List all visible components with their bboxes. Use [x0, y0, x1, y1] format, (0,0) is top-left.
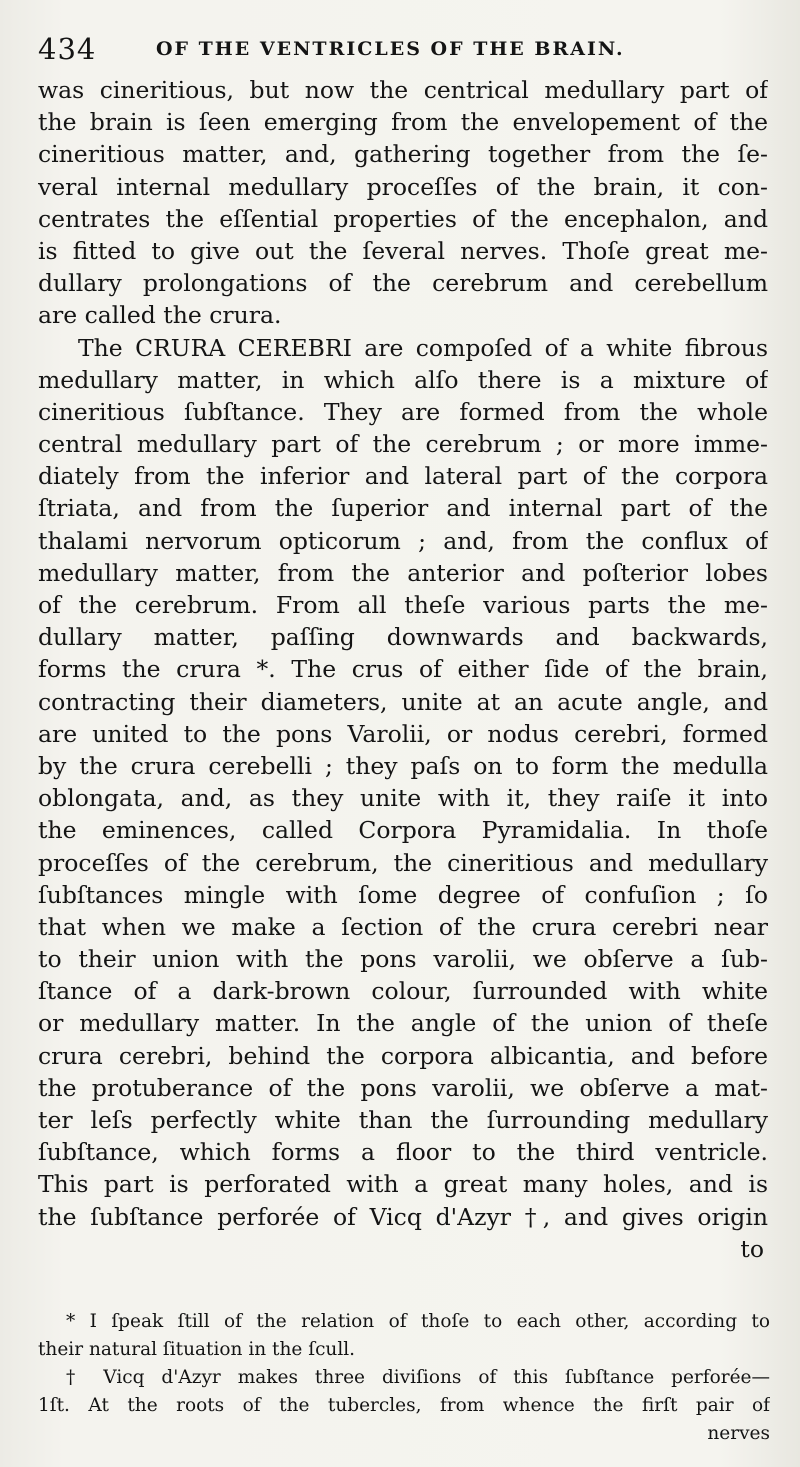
- text-line: or medullary matter. In the angle of the union of theſe: [38, 1009, 768, 1038]
- text-line: ſubſtances mingle with ſome degree of confuſion ; ſo: [38, 880, 768, 909]
- footnote-line: * I ſpeak ſtill of the relation of thoſe to each other, according to: [66, 1311, 770, 1332]
- text-line: are called the crura.: [38, 301, 282, 330]
- text-line: are united to the pons Varolii, or nodus cerebri, formed: [38, 719, 768, 748]
- text-line: by the crura cerebelli ; they paſs on to form the medulla: [38, 751, 768, 780]
- text-line: ſtriata, and from the ſuperior and internal part of the: [38, 494, 768, 523]
- text-line: central medullary part of the cerebrum ; or more imme-: [38, 430, 768, 459]
- text-line: was cineritious, but now the centrical medullary part of: [38, 76, 768, 104]
- text-line: diately from the inferior and lateral part of the corpora: [38, 462, 768, 491]
- text-line: that when we make a ſection of the crura cerebri near: [38, 912, 768, 941]
- text-line: of the cerebrum. From all theſe various parts the me-: [38, 591, 768, 619]
- running-head: OF THE VENTRICLES OF THE BRAIN.: [156, 38, 625, 60]
- footnote-catchword: nerves: [707, 1423, 770, 1444]
- text-line: centrates the eſſential properties of the encephalon, and: [38, 204, 768, 233]
- text-line: dullary matter, paſſing downwards and backwards,: [38, 623, 768, 652]
- text-line: the brain is ſeen emerging from the envelopement of the: [38, 108, 768, 137]
- text-line: veral internal medullary proceſſes of the brain, it con-: [38, 172, 768, 201]
- catchword: to: [740, 1234, 764, 1263]
- text-line: crura cerebri, behind the corpora albicantia, and before: [38, 1041, 768, 1070]
- body-text: [38, 74, 768, 1265]
- text-line: cineritious matter, and, gathering together from the ſe-: [38, 140, 768, 169]
- text-line: ſtance of a dark-brown colour, ſurrounded with white: [38, 977, 768, 1006]
- text-line: proceſſes of the cerebrum, the cineritious and medullary: [38, 848, 768, 877]
- page-number: 434: [38, 32, 97, 66]
- footnote-line: † Vicq d'Azyr makes three diviſions of this ſubſtance perforée—: [66, 1367, 770, 1388]
- text-line: thalami nervorum opticorum ; and, from the conflux of: [38, 526, 768, 555]
- text-line: dullary prolongations of the cerebrum and cerebellum: [38, 269, 768, 298]
- text-line: The CRURA CEREBRI are compoſed of a white fibrous: [78, 333, 768, 362]
- text-line: is fitted to give out the ſeveral nerves. Thoſe great me-: [38, 236, 768, 265]
- text-line: medullary matter, from the anterior and poſterior lobes: [38, 558, 768, 587]
- text-line: the protuberance of the pons varolii, we obſerve a mat-: [38, 1073, 768, 1102]
- text-line: medullary matter, in which alſo there is a mixture of: [38, 365, 768, 394]
- footnote-line: their natural ſituation in the ſcull.: [38, 1339, 356, 1360]
- text-line: ter leſs perfectly white than the ſurrounding medullary: [38, 1106, 768, 1134]
- text-line: This part is perforated with a great many holes, and is: [38, 1170, 768, 1199]
- text-line: ſubſtance, which forms a floor to the third ventricle.: [38, 1138, 768, 1167]
- text-line: oblongata, and, as they unite with it, they raiſe it into: [38, 784, 768, 813]
- text-line: forms the crura *. The crus of either ſide of the brain,: [38, 655, 768, 684]
- text-line: to their union with the pons varolii, we obſerve a ſub-: [38, 945, 768, 974]
- text-line: cineritious ſubſtance. They are formed from the whole: [38, 397, 768, 426]
- text-line: contracting their diameters, unite at an acute angle, and: [38, 687, 768, 716]
- text-line: the eminences, called Corpora Pyramidalia. In thoſe: [38, 816, 768, 845]
- page-header: [38, 30, 760, 70]
- footnotes: [38, 1308, 770, 1448]
- footnote-line: 1ſt. At the roots of the tubercles, from whence the firſt pair of: [38, 1395, 770, 1416]
- text-line: the ſubſtance perforée of Vicq d'Azyr †, and gives origin: [38, 1202, 768, 1231]
